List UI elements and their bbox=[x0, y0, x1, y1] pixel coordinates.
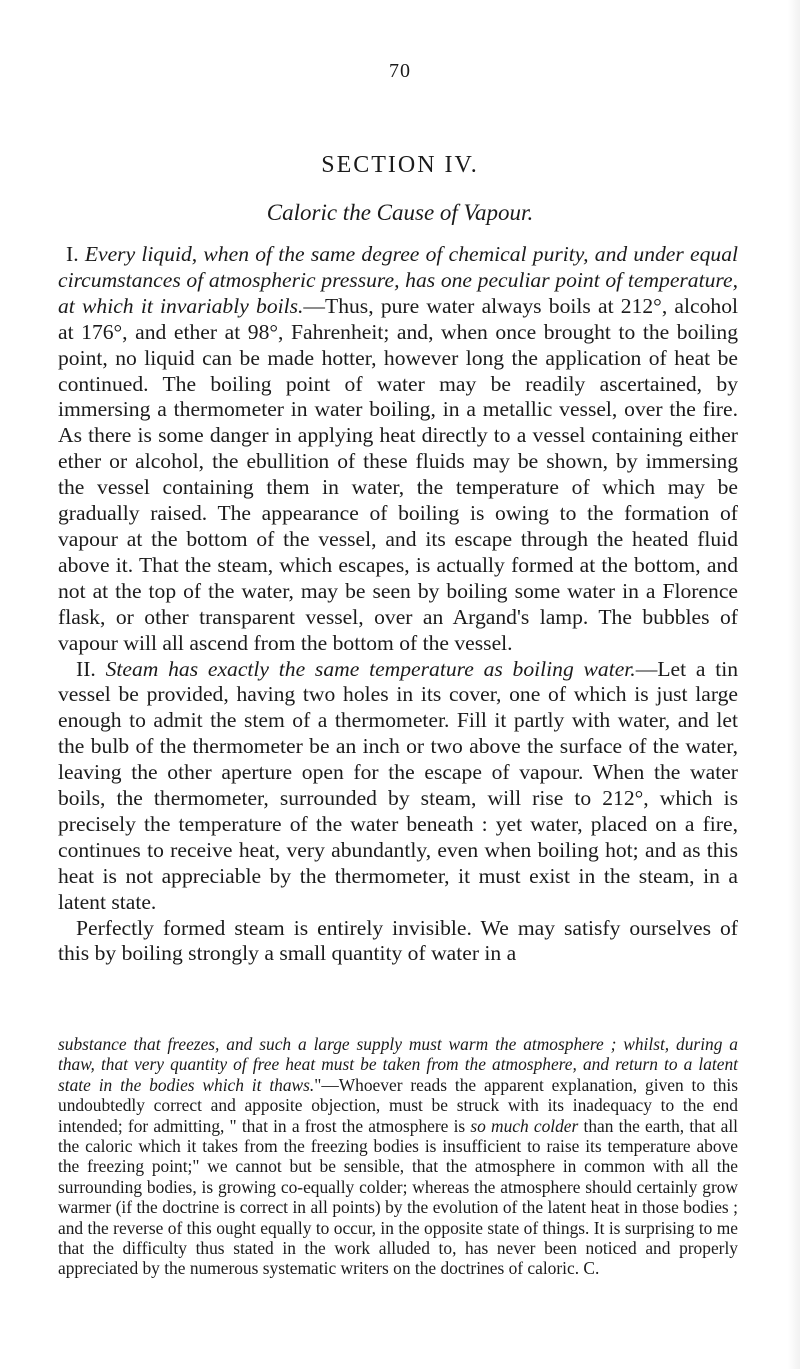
footnote-text-part-1: "—Whoever reads the apparent explanation, given to this undoubtedly correct and apposite objection, must be struck with its inadequacy to the end intended; for admitting, " that in a frost the atmosphere is bbox=[58, 1074, 738, 1136]
paragraph-3: Perfectly formed steam is entirely invisible. We may satisfy ourselves of this by boiling strongly a small quantity of water in a bbox=[58, 915, 738, 966]
footnote-italic-mid: so much colder bbox=[470, 1115, 579, 1136]
paragraph-2-text: —Let a tin vessel be provided, having two holes in its cover, one of which is just large enough to admit the stem of a thermometer. Fill it partly with water, and let the bulb of the thermometer be an inch or two above the surface of the water, leaving the other aperture open for the escape of vapour. When the water boils, the thermometer, surrounded by steam, will rise to 212°, which is precisely the temperature of the water beneath : yet water, placed on a fire, continues to receive heat, very abundantly, even when boiling hot; and as this heat is not appreciable by the thermometer, it must exist in the steam, in a latent state. bbox=[58, 656, 739, 914]
page-edge-shadow bbox=[788, 0, 800, 1369]
paragraph-2-label: II. bbox=[76, 656, 96, 681]
section-title: SECTION IV. bbox=[321, 152, 479, 178]
section-subtitle: Caloric the Cause of Vapour. bbox=[266, 200, 534, 225]
footnote-text-part-2: than the earth, that all the caloric which it takes from the freezing bodies is insufficient to raise its temperature above the freezing point;" we cannot but be sensible, that the atmosphere in common with all the surrounding bodies, is growing co-equally colder; whereas the atmosphere should certainly grow warmer (if the doctrine is correct in all points) by the evolution of the latent heat in those bodies ; and the reverse of this ought equally to occur, in the opposite state of things. It is surprising to me that the difficulty thus stated in the work alluded to, has never been noticed and properly appreciated by the numerous systematic writers on the doctrines of caloric. C. bbox=[58, 1115, 738, 1279]
footnote-paragraph bbox=[58, 1034, 738, 1279]
paragraph-2-heading: Steam has exactly the same temperature as boiling water. bbox=[105, 656, 636, 681]
paragraph-1-text: —Thus, pure water always boils at 212°, alcohol at 176°, and ether at 98°, Fahrenheit; and, when once brought to the boiling point, no liquid can be made hotter, however long the application of heat be continued. The boiling point of water may be readily ascertained, by immersing a thermometer in water boiling, in a metallic vessel, over the fire. As there is some danger in applying heat directly to a vessel containing either ether or alcohol, the ebullition of these fluids may be shown, by immersing the vessel containing them in water, the temperature of which may be gradually raised. The appearance of boiling is owing to the formation of vapour at the bottom of the vessel, and its escape through the heated fluid above it. That the steam, which escapes, is actually formed at the bottom, and not at the top of the water, may be seen by boiling some water in a Florence flask, or other transparent vessel, over an Argand's lamp. The bubbles of vapour will all ascend from the bottom of the vessel. bbox=[58, 293, 738, 655]
page-number: 70 bbox=[389, 60, 411, 82]
footnote-italic-intro: substance that freezes, and such a large supply must warm the atmosphere ; whilst, during a thaw, that very quantity of free heat must be taken from the atmosphere, and return to a latent state in the bodies which it thaws. bbox=[58, 1034, 738, 1095]
paragraph-1-heading: Every liquid, when of the same degree of chemical purity, and under equal circumstances of atmospheric pressure, has one peculiar point of temperature, at which it invariably boils. bbox=[58, 242, 738, 318]
paragraph-1 bbox=[58, 242, 738, 657]
paragraph-2 bbox=[58, 657, 738, 916]
main-text bbox=[58, 242, 738, 967]
footnote bbox=[58, 1034, 738, 1279]
paragraph-1-label: I. bbox=[66, 242, 79, 266]
